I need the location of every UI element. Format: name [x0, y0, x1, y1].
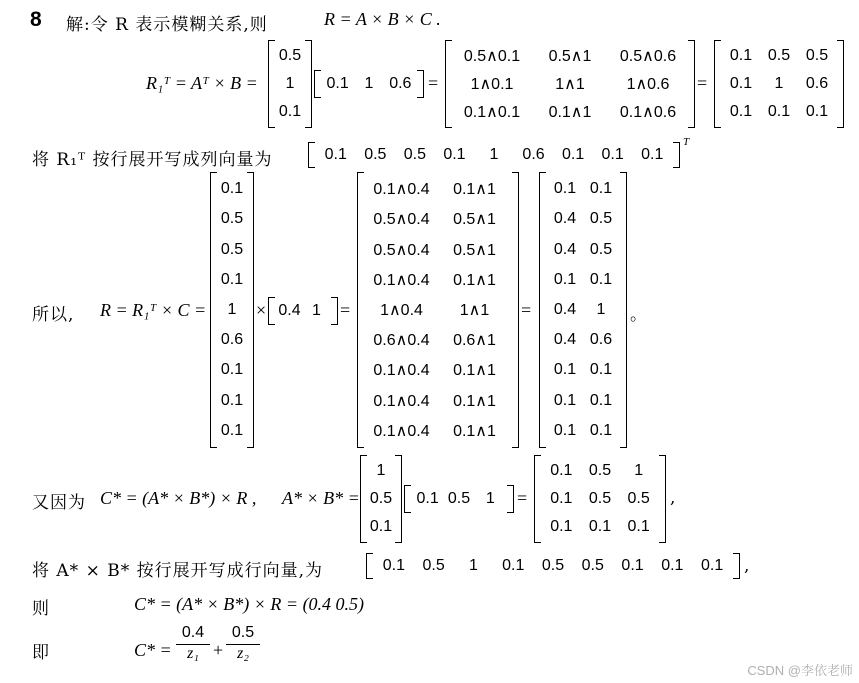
- cell: 0.1∧0.4: [373, 422, 430, 440]
- cell: 0.1∧0.4: [373, 392, 430, 410]
- fraction-1: [176, 624, 210, 663]
- cell: 0.1∧0.6: [619, 104, 677, 121]
- cell: 0.5: [220, 210, 244, 228]
- line7-lhs: C* =: [134, 640, 172, 660]
- cell: 0.1: [326, 75, 349, 92]
- line3-text: 将 R₁ᵀ 按行展开写成列向量为: [32, 150, 273, 170]
- cell: 1: [485, 490, 495, 507]
- cell: 0.5: [767, 47, 791, 64]
- cell: 0.6∧1: [453, 332, 496, 350]
- cell: 0.1: [550, 490, 573, 507]
- equals-sign: =: [697, 73, 708, 93]
- eq2-ops-grid: [365, 174, 511, 446]
- cell: 0.1: [589, 421, 613, 439]
- cell: 0.5: [805, 47, 829, 64]
- line5-end: ,: [744, 556, 751, 576]
- eq2-ops-matrix: [357, 172, 519, 448]
- cell: 0.5∧1: [453, 241, 496, 259]
- denominator: z₁: [187, 645, 199, 662]
- cell: 0.5: [589, 210, 613, 228]
- cell: 0.5: [220, 240, 244, 258]
- cell: 0.6: [805, 75, 829, 92]
- cell: 0.1: [700, 557, 724, 574]
- cell: 0.1∧1: [453, 362, 496, 380]
- equals-sign: =: [340, 300, 351, 320]
- line6-formula: C* = (A* × B*) × R = (0.4 0.5): [134, 594, 365, 614]
- eq1-col-a-grid: [276, 42, 304, 126]
- cell: 0.1: [661, 557, 684, 574]
- cell: 0.6: [220, 331, 244, 349]
- cell: 0.5∧0.1: [463, 48, 521, 65]
- cell: 0.1: [553, 391, 577, 409]
- eq3-col: [360, 455, 402, 543]
- line5-vector-grid: [374, 555, 732, 577]
- cell: 0.4: [553, 331, 577, 349]
- cell: 0.1∧0.4: [373, 362, 430, 380]
- cell: 1: [774, 75, 784, 92]
- cell: 1: [468, 557, 478, 574]
- cell: 0.5: [589, 240, 613, 258]
- cell: 0.5∧0.6: [619, 48, 677, 65]
- cell: 0.1∧0.1: [463, 104, 521, 121]
- eq2-result-grid: [547, 174, 619, 446]
- cell: 0.6∧0.4: [373, 332, 430, 350]
- eq1-result-matrix: [714, 40, 844, 128]
- cell: 0.5: [541, 557, 565, 574]
- cell: 1: [312, 302, 321, 319]
- cell: 1: [364, 75, 374, 92]
- fraction-2: [226, 624, 260, 663]
- equals-sign: =: [428, 73, 439, 93]
- equals-sign: =: [517, 488, 528, 508]
- cell: 0.5: [627, 490, 650, 507]
- line6-label: 则: [32, 599, 50, 619]
- cell: 0.1: [561, 146, 585, 163]
- cell: 0.5: [278, 47, 302, 64]
- intro-text: 解:令 R 表示模糊关系,则: [66, 15, 268, 35]
- cell: 0.1: [220, 270, 244, 288]
- cell: 0.6: [589, 331, 613, 349]
- eq1-col-a: [268, 40, 312, 128]
- cell: 0.1: [553, 270, 577, 288]
- cell: 0.1: [767, 103, 791, 120]
- cell: 0.5: [369, 490, 393, 507]
- numerator: 0.5: [226, 624, 260, 645]
- line3-vector-grid: [316, 144, 672, 166]
- transpose-sup: T: [683, 136, 690, 148]
- cell: 1∧1: [459, 301, 490, 319]
- eq1-row-b-grid: [322, 72, 416, 96]
- eq2-label: 所以,: [32, 305, 75, 325]
- cell: 0.1: [220, 391, 244, 409]
- cell: 0.1: [553, 180, 577, 198]
- cell: 0.1∧0.4: [373, 271, 430, 289]
- eq3-end: ,: [670, 488, 677, 508]
- cell: 0.1: [369, 518, 393, 535]
- cell: 1∧0.4: [380, 301, 423, 319]
- cell: 0.1: [416, 490, 439, 507]
- cell: 0.5: [447, 490, 471, 507]
- eq2-col-grid: [218, 174, 246, 446]
- eq3-row: [404, 485, 514, 513]
- cell: 1: [376, 462, 386, 479]
- eq2-row-c-grid: [276, 299, 330, 323]
- cell: 0.1: [550, 518, 573, 535]
- line7-label: 即: [32, 643, 50, 663]
- cell: 0.4: [278, 302, 301, 319]
- times-sign: ×: [256, 300, 267, 320]
- cell: 1∧0.1: [470, 76, 514, 93]
- cell: 0.1∧1: [453, 392, 496, 410]
- eq2-row-c: [268, 297, 338, 325]
- eq1-ops-matrix: [445, 40, 695, 128]
- cell: 0.1: [443, 146, 466, 163]
- cell: 0.1: [553, 421, 577, 439]
- cell: 0.1: [382, 557, 405, 574]
- eq2-end: 。: [630, 305, 648, 325]
- eq2-col: [210, 172, 254, 448]
- numerator: 0.4: [176, 624, 210, 645]
- eq3-result-grid: [542, 457, 658, 541]
- eq2-result-matrix: [539, 172, 627, 448]
- cell: 0.1∧1: [548, 104, 592, 121]
- cell: 0.1: [220, 361, 244, 379]
- cell: 0.5: [581, 557, 604, 574]
- denominator: z₂: [237, 645, 249, 662]
- line5-vector: [366, 553, 740, 579]
- cell: 0.4: [553, 210, 577, 228]
- cell: 0.5∧1: [453, 211, 496, 229]
- eq3-lhs2: A* × B* =: [282, 488, 360, 508]
- cell: 0.1: [589, 391, 613, 409]
- eq2-lhs: R = R₁ᵀ × C =: [100, 300, 207, 320]
- cell: 1: [596, 300, 606, 318]
- cell: 0.1∧1: [453, 181, 496, 199]
- eq1-result-grid: [722, 42, 836, 126]
- cell: 0.1: [324, 146, 347, 163]
- cell: 0.1∧1: [453, 271, 496, 289]
- eq3-col-grid: [368, 457, 394, 541]
- problem-number: 8: [30, 8, 42, 31]
- cell: 0.5∧0.4: [373, 241, 430, 259]
- cell: 0.1: [550, 462, 573, 479]
- cell: 0.1: [278, 103, 302, 120]
- cell: 0.1∧0.4: [373, 181, 430, 199]
- cell: 0.1: [589, 180, 613, 198]
- cell: 0.1: [805, 103, 829, 120]
- equals-sign: =: [521, 300, 532, 320]
- line5-text: 将 A* × B* 按行展开写成行向量,为: [32, 561, 324, 581]
- cell: 0.1∧1: [453, 422, 496, 440]
- cell: 0.1: [589, 270, 613, 288]
- cell: 0.5: [364, 146, 387, 163]
- cell: 0.5: [588, 490, 612, 507]
- cell: 0.1: [220, 421, 244, 439]
- cell: 0.5∧1: [548, 48, 592, 65]
- cell: 0.1: [588, 518, 612, 535]
- cell: 1∧0.6: [626, 76, 670, 93]
- plus-sign: +: [213, 640, 224, 660]
- cell: 1: [285, 75, 295, 92]
- cell: 0.5: [403, 146, 426, 163]
- cell: 0.5: [588, 462, 612, 479]
- cell: 0.5∧0.4: [373, 211, 430, 229]
- eq3-formula: C* = (A* × B*) × R ,: [100, 488, 257, 508]
- cell: 0.1: [621, 557, 644, 574]
- line3-vector: [308, 142, 680, 168]
- cell: 0.1: [729, 103, 753, 120]
- cell: 0.1: [502, 557, 525, 574]
- eq1-lhs: R₁ᵀ = Aᵀ × B =: [146, 73, 258, 93]
- cell: 0.4: [553, 240, 577, 258]
- eq1-ops-grid: [453, 42, 687, 126]
- cell: 0.1: [601, 146, 624, 163]
- eq3-row-grid: [412, 487, 506, 511]
- eq1-row-b: [314, 70, 424, 98]
- cell: 0.1: [729, 75, 753, 92]
- cell: 0.1: [729, 47, 753, 64]
- eq3-label: 又因为: [32, 493, 86, 513]
- cell: 0.1: [589, 361, 613, 379]
- eq3-result-matrix: [534, 455, 666, 543]
- cell: 0.1: [553, 361, 577, 379]
- cell: 0.5: [422, 557, 445, 574]
- cell: 0.6: [389, 75, 412, 92]
- cell: 0.1: [220, 180, 244, 198]
- cell: 1: [634, 462, 644, 479]
- cell: 1: [489, 146, 499, 163]
- cell: 1∧1: [555, 76, 585, 93]
- watermark: CSDN @李依老师: [747, 663, 853, 678]
- cell: 0.1: [627, 518, 650, 535]
- cell: 1: [227, 300, 237, 318]
- cell: 0.6: [522, 146, 545, 163]
- cell: 0.4: [553, 300, 577, 318]
- intro-formula: R = A × B × C .: [324, 9, 441, 29]
- cell: 0.1: [641, 146, 664, 163]
